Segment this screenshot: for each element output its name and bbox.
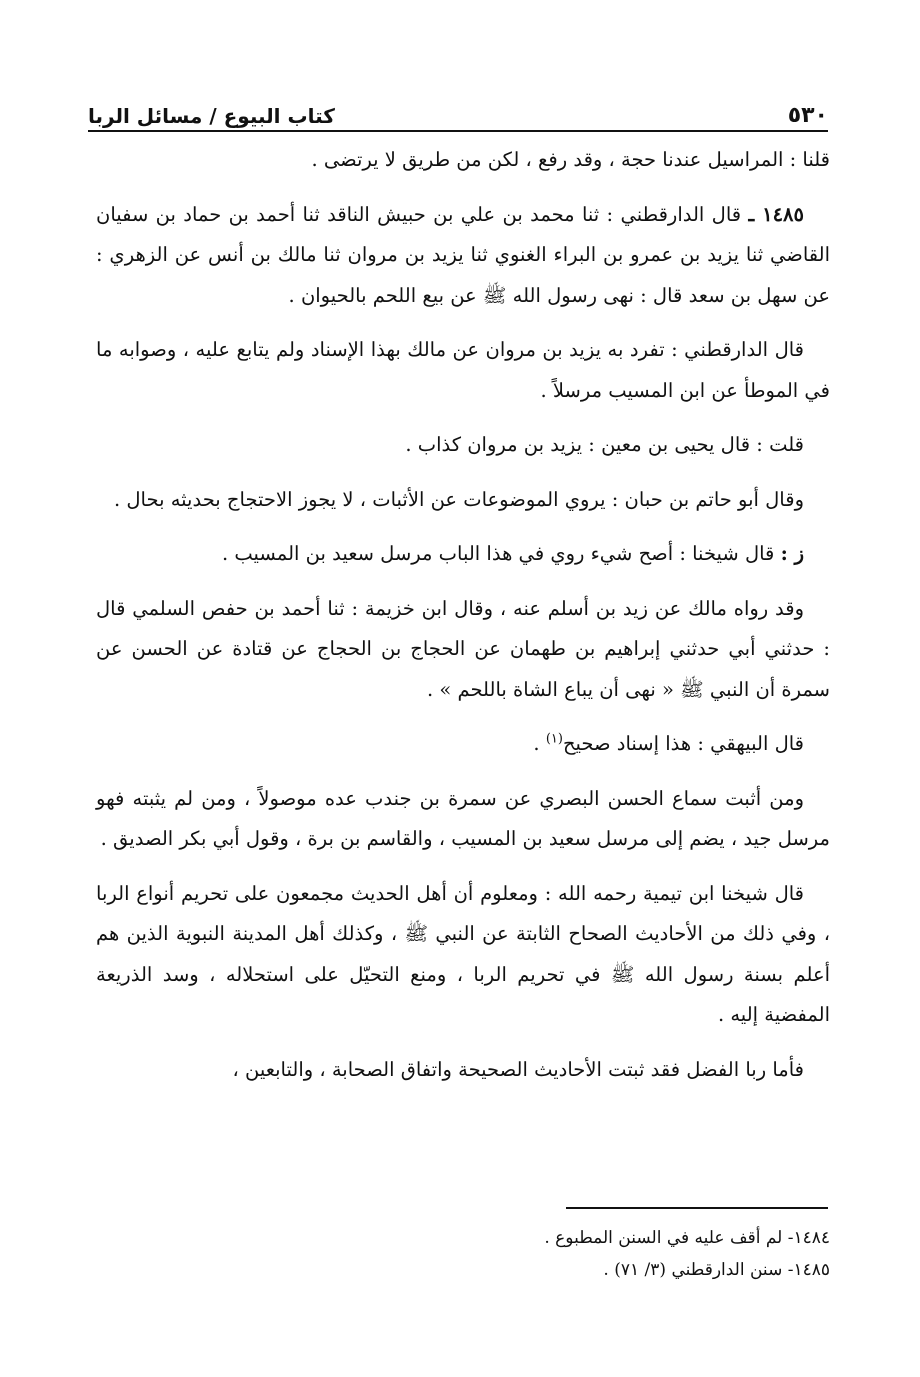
paragraph [96, 1050, 830, 1091]
header-rule [88, 130, 828, 132]
paragraph-text: قلت : قال يحيى بن معين : يزيد بن مروان كذاب . [405, 433, 804, 456]
paragraph-text: وقال أبو حاتم بن حبان : يروي الموضوعات عن الأثبات ، لا يجوز الاحتجاج بحديثه بحال . [113, 487, 804, 511]
paragraph-text: قال شيخنا : أصح شيء روي في هذا الباب مرسل سعيد بن المسيب . [221, 542, 775, 565]
paragraph [96, 480, 830, 521]
paragraph [96, 425, 830, 466]
paragraph [96, 779, 830, 860]
addition-marker: ز : [780, 542, 804, 565]
running-title: كتاب البيوع / مسائل الربا [88, 104, 335, 128]
footnote: ١٤٨٥- سنن الدارقطني (٣/ ٧١) . [603, 1260, 830, 1280]
footnote-reference: (١) [545, 731, 563, 747]
main-text [96, 140, 830, 1104]
paragraph-text: فأما ربا الفضل فقد ثبتت الأحاديث الصحيحة واتفاق الصحابة ، والتابعين ، [232, 1057, 804, 1081]
hadith-number: ١٤٨٥ ـ [748, 202, 804, 226]
paragraph [96, 140, 830, 181]
paragraph [96, 534, 830, 575]
paragraph-text: قال البيهقي : هذا إسناد صحيح [562, 732, 804, 755]
paragraph [96, 330, 830, 411]
paragraph-text: وقد رواه مالك عن زيد بن أسلم عنه ، وقال ابن خزيمة : ثنا أحمد بن حفص السلمي قال : حدثني أبي حدثني إبراهيم بن طهمان عن الحجاج بن الحجاج عن قتادة عن الحسن عن سمرة أن النبي ﷺ « نهى أن يباع الشاة باللحم » . [96, 596, 830, 701]
footnote-rule [566, 1207, 828, 1209]
paragraph-text: قال شيخنا ابن تيمية رحمه الله : ومعلوم أن أهل الحديث مجمعون على تحريم أنواع الربا ، وفي ذلك من الأحاديث الصحاح الثابتة عن النبي ﷺ ، وكذلك أهل المدينة النبوية الذين هم أعلم بسنة رسول الله ﷺ في تحريم الربا ، ومنع التحيّل على استحلاله ، وسد الذريعة المفضية إليه . [96, 881, 830, 1026]
running-header [88, 92, 828, 128]
paragraph-text: ومن أثبت سماع الحسن البصري عن سمرة بن جندب عده موصولاً ، ومن لم يثبته فهو مرسل جيد ، يضم إلى مرسل سعيد بن المسيب ، والقاسم بن برة ، وقول أبي بكر الصديق . [96, 786, 830, 850]
footnote: ١٤٨٤- لم أقف عليه في السنن المطبوع . [544, 1228, 830, 1248]
paragraph [96, 724, 830, 765]
paragraph-tail: . [533, 732, 546, 755]
paragraph-text: قلنا : المراسيل عندنا حجة ، وقد رفع ، لكن من طريق لا يرتضى . [311, 148, 830, 171]
footnotes [96, 1222, 830, 1286]
paragraph [96, 195, 830, 317]
page-number: ٥٣٠ [787, 103, 828, 128]
paragraph-text: قال الدارقطني : ثنا محمد بن علي بن حبيش الناقد ثنا أحمد بن حماد بن سفيان القاضي ثنا يزيد بن عمرو بن البراء الغنوي ثنا يزيد بن مروان ثنا مالك بن أنس عن الزهري : عن سهل بن سعد قال : نهى رسول الله ﷺ عن بيع اللحم بالحيوان . [96, 202, 830, 307]
paragraph-text: قال الدارقطني : تفرد به يزيد بن مروان عن مالك بهذا الإسناد ولم يتابع عليه ، وصوابه ما في الموطأ عن ابن المسيب مرسلاً . [96, 338, 830, 402]
paragraph [96, 874, 830, 1036]
paragraph [96, 589, 830, 711]
